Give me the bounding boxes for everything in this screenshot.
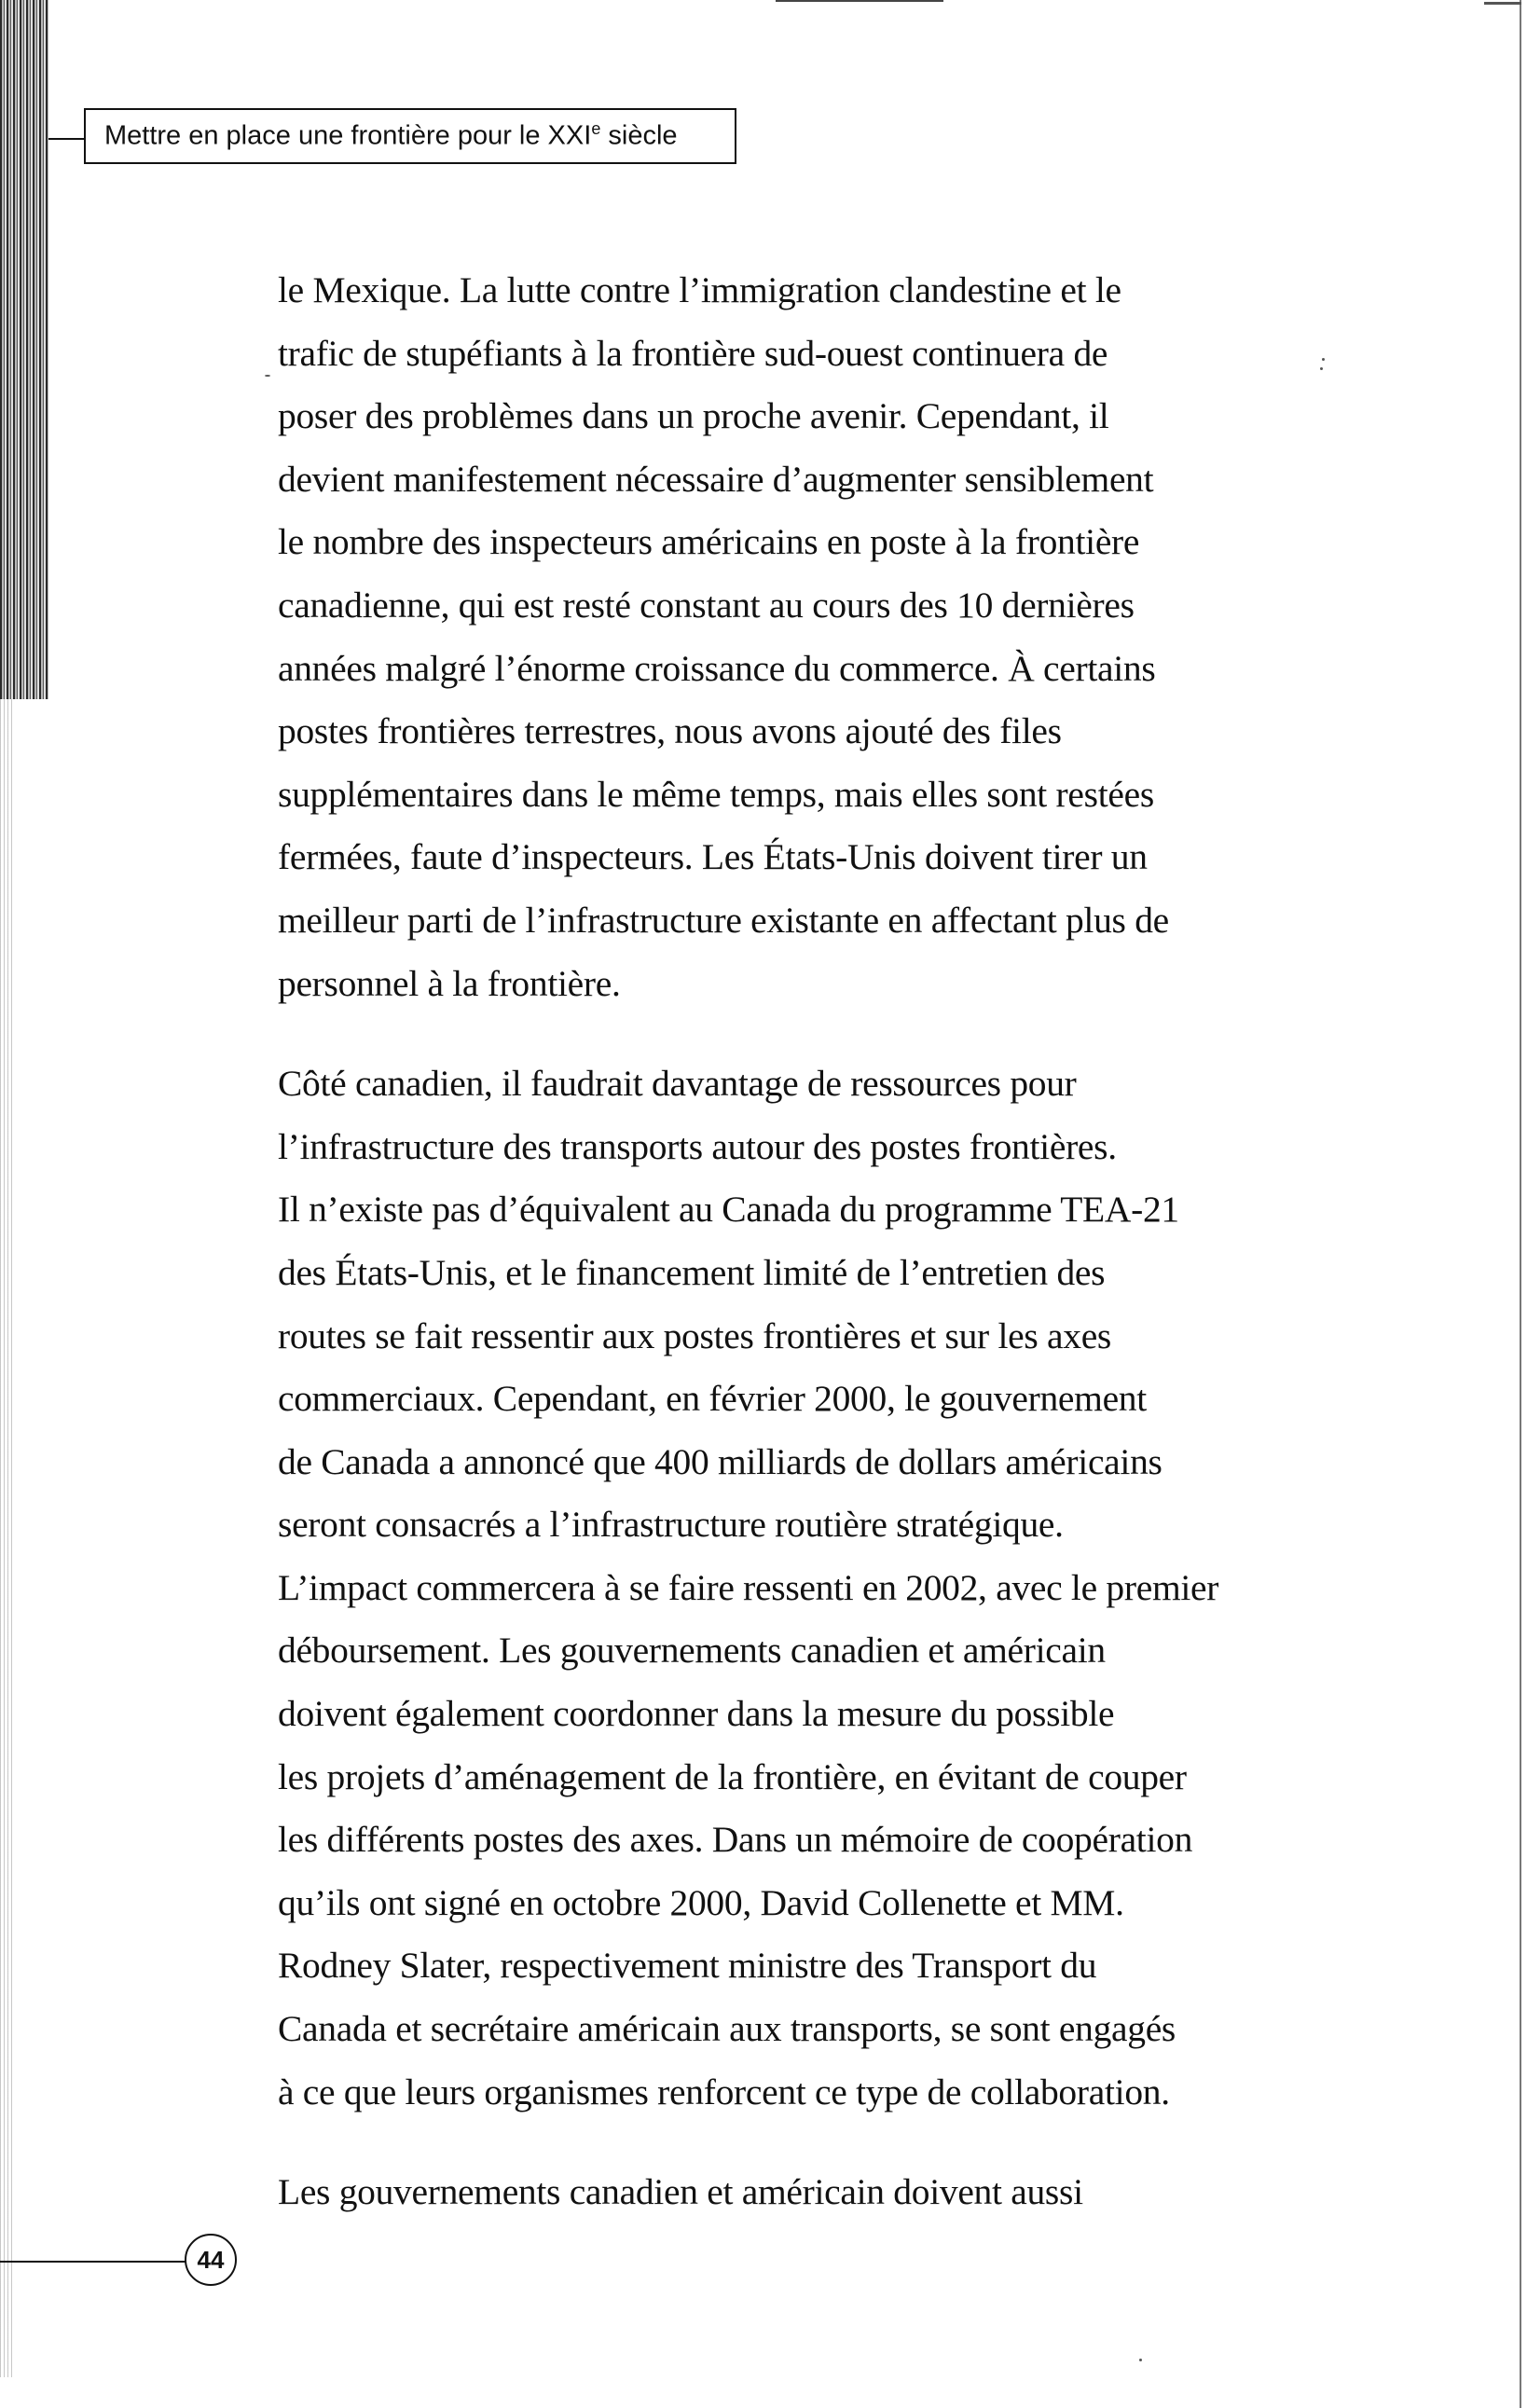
paragraph-1 [278,259,1378,1015]
paragraph-3 [278,2161,1378,2224]
text-line: meilleur parti de l’infrastructure existante en affectant plus de [278,899,1169,941]
text-line: des États-Unis, et le financement limité de l’entretien des [278,1251,1106,1293]
text-line: routes se fait ressentir aux postes frontières et sur les axes [278,1314,1112,1356]
text-line: doivent également coordonner dans la mesure du possible [278,1693,1115,1735]
scan-speck [1322,358,1325,361]
text-line: supplémentaires dans le même temps, mais elles sont restées [278,773,1154,815]
body-text [278,259,1378,2224]
text-line: L’impact commercera à se faire ressenti en 2002, avec le premier [278,1566,1219,1608]
text-line: poser des problèmes dans un proche avenir. Cependant, il [278,395,1109,437]
text-line: Rodney Slater, respectivement ministre des Transport du [278,1945,1097,1987]
text-line: Il n’existe pas d’équivalent au Canada du programme TEA-21 [278,1189,1179,1231]
text-line: canadienne, qui est resté constant au cours des 10 dernières [278,584,1135,626]
text-line: les projets d’aménagement de la frontière, en évitant de couper [278,1755,1187,1797]
text-line: les différents postes des axes. Dans un mémoire de coopération [278,1819,1193,1861]
text-line: seront consacrés a l’infrastructure routière stratégique. [278,1504,1064,1546]
scan-speck [265,375,270,377]
scan-right-edge [1520,0,1521,2408]
text-line: années malgré l’énorme croissance du commerce. À certains [278,647,1156,689]
text-line: devient manifestement nécessaire d’augmenter sensiblement [278,458,1154,500]
text-line: à ce que leurs organismes renforcent ce type de collaboration. [278,2071,1170,2112]
header-title-superscript: e [591,119,601,138]
scan-right-tick [1484,2,1521,5]
page-number: 44 [197,2245,225,2274]
text-line: de Canada a annoncé que 400 milliards de dollars américains [278,1440,1162,1482]
scan-binding-edge [0,0,48,699]
text-line: personnel à la frontière. [278,962,621,1004]
page-number-badge [185,2234,237,2286]
paragraph-spacer [278,1015,1378,1053]
text-line: fermées, faute d’inspecteurs. Les États-Unis doivent tirer un [278,836,1148,878]
running-header-title [104,119,678,152]
header-connector-line [48,138,86,140]
scan-speck [1320,367,1323,370]
text-line: le Mexique. La lutte contre l’immigration clandestine et le [278,269,1121,310]
text-line: commerciaux. Cependant, en février 2000, le gouvernement [278,1378,1147,1420]
paragraph-2 [278,1053,1378,2124]
text-line: qu’ils ont signé en octobre 2000, David Collenette et MM. [278,1881,1124,1923]
footer-rule [0,2261,186,2263]
header-title-end: siècle [600,120,678,151]
text-line: trafic de stupéfiants à la frontière sud-ouest continuera de [278,332,1108,374]
text-line: Canada et secrétaire américain aux transports, se sont engagés [278,2008,1176,2050]
scan-speck [1139,2359,1142,2361]
text-line: postes frontières terrestres, nous avons ajouté des files [278,710,1062,752]
scan-binding-shadow [0,699,13,2377]
scan-top-rule [776,0,943,2]
text-line: Les gouvernements canadien et américain doivent aussi [278,2171,1083,2213]
text-line: l’infrastructure des transports autour des postes frontières. [278,1125,1117,1167]
text-line: le nombre des inspecteurs américains en poste à la frontière [278,521,1140,563]
text-line: déboursement. Les gouvernements canadien et américain [278,1630,1106,1672]
text-line: Côté canadien, il faudrait davantage de ressources pour [278,1063,1077,1105]
paragraph-spacer [278,2124,1378,2161]
header-title-main: Mettre en place une frontière pour le XXI [104,120,592,151]
